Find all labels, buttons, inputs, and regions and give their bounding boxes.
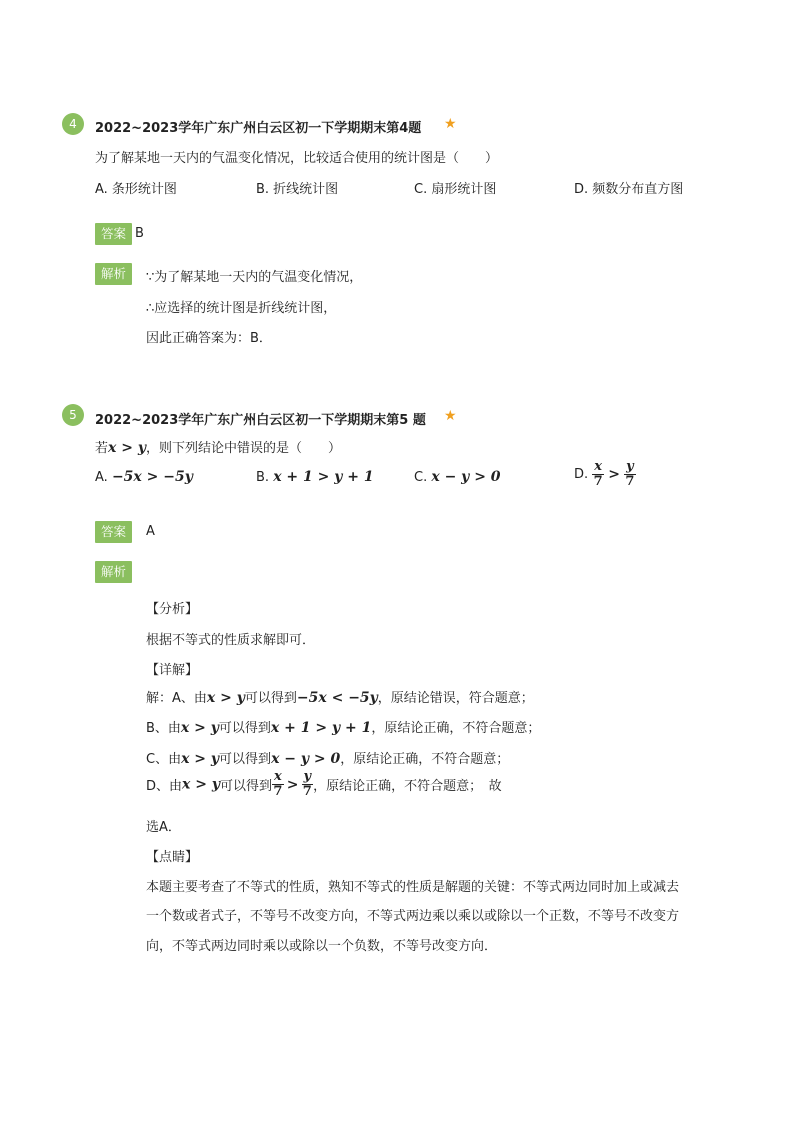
step-text: ，原结论错误，符合题意； — [377, 691, 534, 706]
option-math: −5x > −5y — [111, 469, 193, 485]
step-text: 解：A、由 — [146, 691, 207, 706]
question-title: 2022~2023学年广东广州白云区初一下学期期末第4题 — [95, 121, 422, 136]
greater-than: > — [608, 466, 620, 483]
denominator: 7 — [625, 474, 635, 489]
analysis-tag: 解析 — [95, 561, 132, 583]
option-label: A. — [95, 470, 108, 485]
solution-step-d — [146, 770, 502, 799]
summary-line: 本题主要考查了不等式的性质，熟知不等式的性质是解题的关键：不等式两边同时加上或减去 — [146, 880, 680, 895]
question-stem: 为了解某地一天内的气温变化情况，比较适合使用的统计图是（ ） — [95, 151, 499, 166]
fraction — [272, 770, 284, 799]
answer-tag: 答案 — [95, 521, 132, 543]
numerator: y — [303, 769, 312, 784]
step-math: x > y — [182, 776, 220, 793]
answer-value: A — [146, 524, 155, 539]
step-math: x − y > 0 — [271, 751, 341, 767]
option-math: x − y > 0 — [431, 469, 501, 485]
step-text: ，原结论正确，不符合题意； — [371, 721, 541, 736]
step-math: x > y — [181, 751, 220, 767]
analysis-line: ∵为了解某地一天内的气温变化情况， — [146, 270, 363, 285]
denominator: 7 — [273, 784, 283, 799]
step-math: −5x < −5y — [296, 690, 378, 706]
answer-value: B — [135, 226, 144, 241]
option-math: x + 1 > y + 1 — [273, 469, 374, 485]
numerator: y — [626, 459, 634, 474]
greater-than: > — [286, 776, 299, 793]
solution-step-c — [146, 750, 509, 769]
option-c: C. 扇形统计图 — [414, 182, 497, 197]
conclusion: 选A． — [146, 820, 181, 835]
analysis-line: ∴应选择的统计图是折线统计图， — [146, 301, 337, 316]
fenxi-text: 根据不等式的性质求解即可． — [146, 633, 316, 648]
section-heading-dianjing: 【点睛】 — [146, 850, 199, 865]
answer-tag: 答案 — [95, 223, 132, 245]
analysis-tag: 解析 — [95, 263, 132, 285]
option-b — [256, 468, 374, 487]
option-a: A. 条形统计图 — [95, 182, 177, 197]
option-d — [574, 460, 636, 489]
option-c — [414, 468, 501, 487]
stem-math: x > y — [108, 440, 146, 456]
step-text: 可以得到 — [219, 779, 272, 794]
denominator: 7 — [593, 474, 603, 489]
fraction — [624, 460, 636, 489]
fraction — [592, 460, 604, 489]
fraction — [302, 770, 314, 799]
option-label: B. — [256, 470, 270, 485]
summary-line: 向，不等式两边同时乘以或除以一个负数，不等号改变方向． — [146, 939, 498, 954]
step-text: 可以得到 — [244, 691, 297, 706]
stem-prefix: 若 — [95, 441, 109, 456]
step-math: x > y — [180, 720, 219, 736]
stem-suffix: ，则下列结论中错误的是（ ） — [145, 441, 341, 456]
difficulty-star-icon: ★ — [444, 408, 457, 424]
solution-step-a — [146, 689, 534, 708]
analysis-line: 因此正确答案为：B． — [146, 331, 272, 346]
section-heading-fenxi: 【分析】 — [146, 602, 199, 617]
step-text: 可以得到 — [218, 721, 271, 736]
summary-line: 一个数或者式子，不等号不改变方向，不等式两边乘以乘以或除以一个正数，不等号不改变方 — [146, 909, 680, 924]
numerator: x — [594, 459, 603, 474]
option-a — [95, 468, 193, 487]
difficulty-star-icon: ★ — [444, 116, 457, 132]
step-text: ，原结论正确，不符合题意； — [340, 752, 510, 767]
denominator: 7 — [302, 784, 312, 799]
option-label: C. — [414, 470, 428, 485]
step-text: B、由 — [146, 721, 181, 736]
question-stem — [95, 439, 341, 458]
option-label: D. — [574, 467, 589, 482]
numerator: x — [274, 769, 282, 784]
option-d: D. 频数分布直方图 — [574, 182, 684, 197]
step-text: C、由 — [146, 752, 182, 767]
step-text: D、由 — [146, 779, 183, 794]
section-heading-xiangjie: 【详解】 — [146, 663, 199, 678]
question-title: 2022~2023学年广东广州白云区初一下学期期末第5 题 — [95, 413, 426, 428]
question-number-badge: 5 — [62, 404, 84, 426]
step-text: ，原结论正确，不符合题意； 故 — [313, 779, 502, 794]
step-math: x + 1 > y + 1 — [270, 720, 372, 736]
step-math: x > y — [206, 690, 245, 706]
question-number-badge: 4 — [62, 113, 84, 135]
solution-step-b — [146, 719, 540, 738]
step-text: 可以得到 — [219, 752, 272, 767]
option-b: B. 折线统计图 — [256, 182, 339, 197]
